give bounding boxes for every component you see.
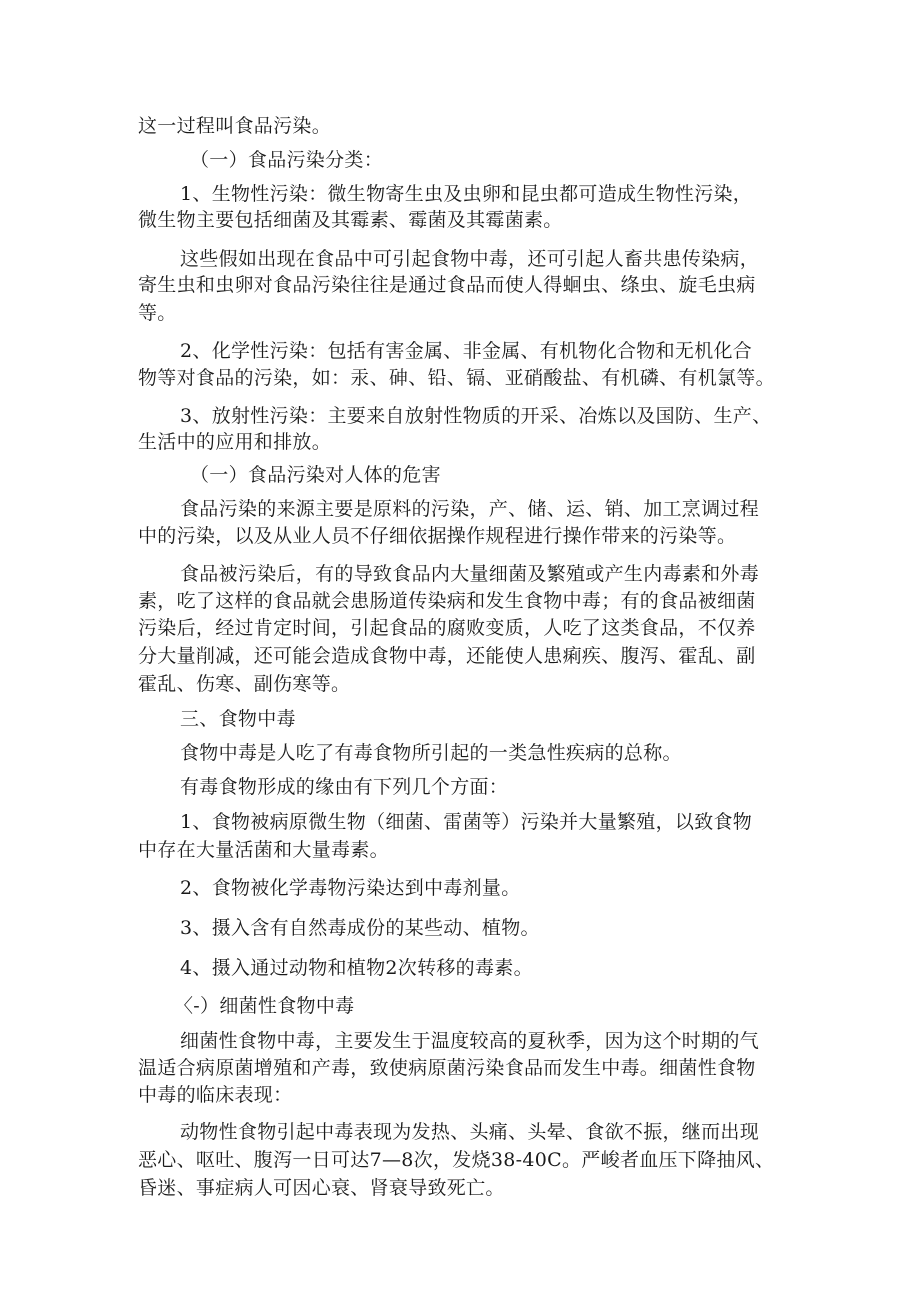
text-line: 2、化学性污染：包括有害金属、非金属、有机物化合物和无机化合 (180, 340, 753, 362)
text-line: 污染后，经过肯定时间，引起食品的腐败变质，人吃了这类食品，不仅养 (138, 617, 756, 639)
text-line: 1、生物性污染：微生物寄生虫及虫卵和昆虫都可造成生物性污染， (180, 183, 753, 205)
section-heading: 三、食物中毒 (180, 708, 296, 730)
text-line: 食品污染的来源主要是原料的污染，产、储、运、销、加工烹调过程 (180, 498, 760, 520)
text-line: 等。 (138, 302, 177, 324)
text-line: 微生物主要包括细菌及其霉素、霉菌及其霉菌素。 (138, 209, 563, 231)
section-heading: 〈-）细菌性食物中毒 (174, 995, 355, 1017)
text-line: 细菌性食物中毒，主要发生于温度较高的夏秋季，因为这个时期的气 (180, 1030, 760, 1052)
text-line: 4、摄入通过动物和植物2次转移的毒素。 (180, 957, 533, 979)
text-line: 恶心、呕吐、腹泻一日可达7—8次，发烧38-40C。严峻者血压下降抽风、 (138, 1149, 775, 1171)
text-line: 食物中毒是人吃了有毒食物所引起的一类急性疾病的总称。 (180, 742, 682, 764)
section-heading: （一）食品污染对人体的危害 (190, 464, 441, 486)
text-line: 3、摄入含有自然毒成份的某些动、植物。 (180, 917, 540, 939)
text-line: 1、食物被病原微生物（细菌、雷菌等）污染并大量繁殖，以致食物 (180, 811, 753, 833)
section-heading: （一）食品污染分类： (190, 149, 384, 171)
text-line: 动物性食物引起中毒表现为发热、头痛、头晕、食欲不振，继而出现 (180, 1121, 760, 1143)
text-line: 霍乱、伤寒、副伤寒等。 (138, 673, 351, 695)
text-line: 这些假如出现在食品中可引起食物中毒，还可引起人畜共患传染病， (180, 248, 760, 270)
text-line: 有毒食物形成的缘由有下列几个方面： (180, 776, 509, 798)
text-line: 这一过程叫食品污染。 (138, 115, 332, 137)
text-line: 昏迷、事症病人可因心衰、肾衰导致死亡。 (138, 1177, 505, 1199)
text-line: 寄生虫和虫卵对食品污染往往是通过食品而使人得蛔虫、绦虫、旋毛虫病 (138, 274, 756, 296)
text-line: 素，吃了这样的食品就会患肠道传染病和发生食物中毒；有的食品被细菌 (138, 590, 756, 612)
text-line: 3、放射性污染：主要来自放射性物质的开采、冶炼以及国防、生产、 (180, 405, 772, 427)
text-line: 食品被污染后，有的导致食品内大量细菌及繁殖或产生内毒素和外毒 (180, 563, 760, 585)
text-line: 中毒的临床表现： (138, 1084, 293, 1106)
text-line: 温适合病原菌增殖和产毒，致使病原菌污染食品而发生中毒。细菌性食物 (138, 1057, 756, 1079)
text-line: 分大量削减，还可能会造成食物中毒，还能使人患痢疾、腹泻、霍乱、副 (138, 645, 756, 667)
text-line: 中的污染，以及从业人员不仔细依据操作规程进行操作带来的污染等。 (138, 525, 737, 547)
text-line: 物等对食品的污染，如：汞、砷、铅、镉、亚硝酸盐、有机磷、有机氯等。 (138, 367, 775, 389)
text-line: 中存在大量活菌和大量毒素。 (138, 839, 389, 861)
text-line: 生活中的应用和排放。 (138, 431, 332, 453)
text-line: 2、食物被化学毒物污染达到中毒剂量。 (180, 877, 521, 899)
